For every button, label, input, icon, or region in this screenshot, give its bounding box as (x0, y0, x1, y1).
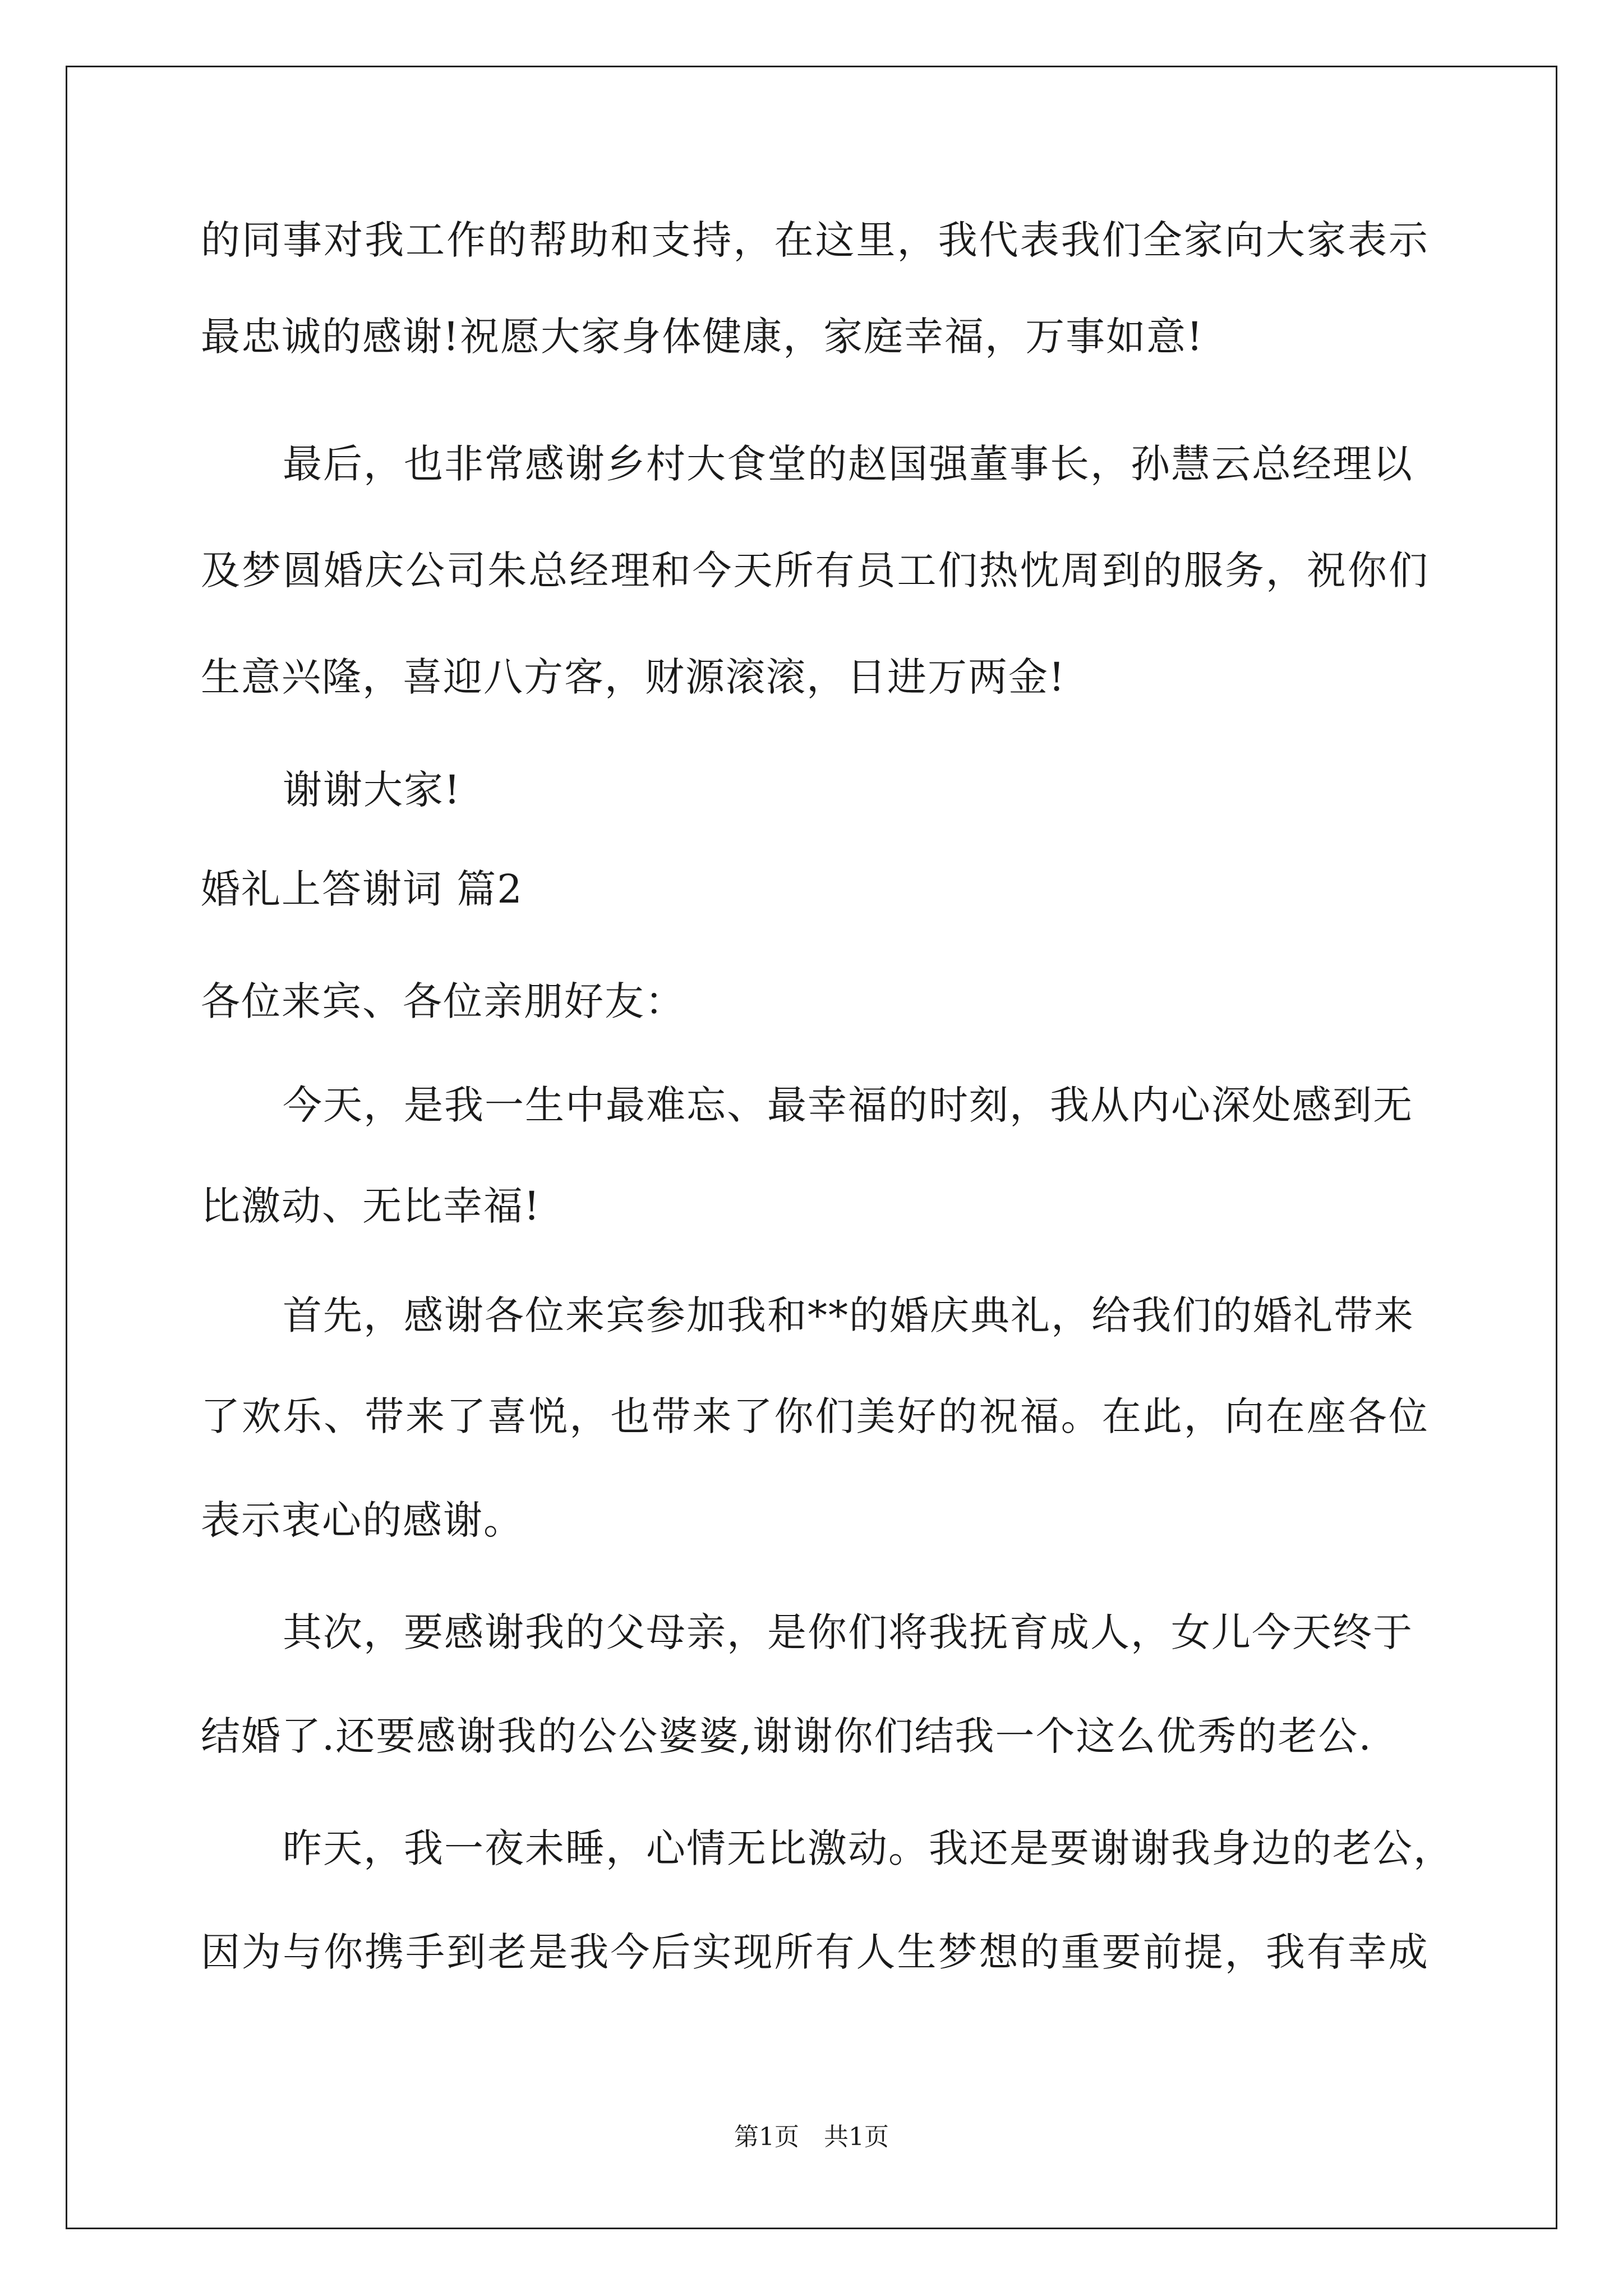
text-line-1: 的 同 事 对 我 工 作 的 帮 助 和 支 持 ， 在 这 里 ， 我 代 表 我 们 全 家 向 大 家 表 示 (201, 217, 1429, 263)
text-line-2: 最忠诚的感谢!祝愿大家身体健康，家庭幸福，万事如意! (201, 314, 1204, 360)
section-heading: 婚礼上答谢词 篇2 (201, 866, 523, 912)
text-line-6: 谢谢大家! (283, 767, 462, 813)
text-line-14: 其次，要感谢我的父母亲，是你们将我抚育成人，女儿今天终于 (283, 1609, 1413, 1655)
text-line-9: 今天，是我一生中最难忘、最幸福的时刻，我从内心深处感到无 (283, 1082, 1413, 1128)
text-line-3: 最后，也非常感谢乡村大食堂的赵国强董事长，孙慧云总经理以 (283, 441, 1413, 487)
page-number-footer: 第1页 共1页 (734, 2123, 889, 2151)
text-line-17: 因 为 与 你 携 手 到 老 是 我 今 后 实 现 所 有 人 生 梦 想 的 重 要 前 提 ， 我 有 幸 成 (201, 1929, 1429, 1975)
text-line-5: 生意兴隆，喜迎八方客，财源滚滚，日进万两金! (201, 654, 1066, 700)
salutation: 各位来宾、各位亲朋好友： (201, 978, 685, 1024)
page-border (66, 66, 1557, 2229)
text-line-10: 比激动、无比幸福! (201, 1183, 541, 1229)
text-line-4: 及 梦 圆 婚 庆 公 司 朱 总 经 理 和 今 天 所 有 员 工 们 热 忱 周 到 的 服 务 ， 祝 你 们 (201, 547, 1429, 593)
text-line-13: 表示衷心的感谢。 (201, 1497, 524, 1543)
text-line-16: 昨天，我一夜未睡，心情无比激动。我还是要谢谢我身边的老公， (283, 1825, 1454, 1871)
text-line-11: 首先，感谢各位来宾参加我和**的婚庆典礼，给我们的婚礼带来 (283, 1292, 1414, 1338)
text-line-12: 了 欢 乐 、 带 来 了 喜 悦 ， 也 带 来 了 你 们 美 好 的 祝 福 。 在 此 ， 向 在 座 各 位 (201, 1393, 1429, 1439)
text-line-15: 结婚了.还要感谢我的公公婆婆,谢谢你们结我一个这么优秀的老公. (201, 1713, 1372, 1759)
